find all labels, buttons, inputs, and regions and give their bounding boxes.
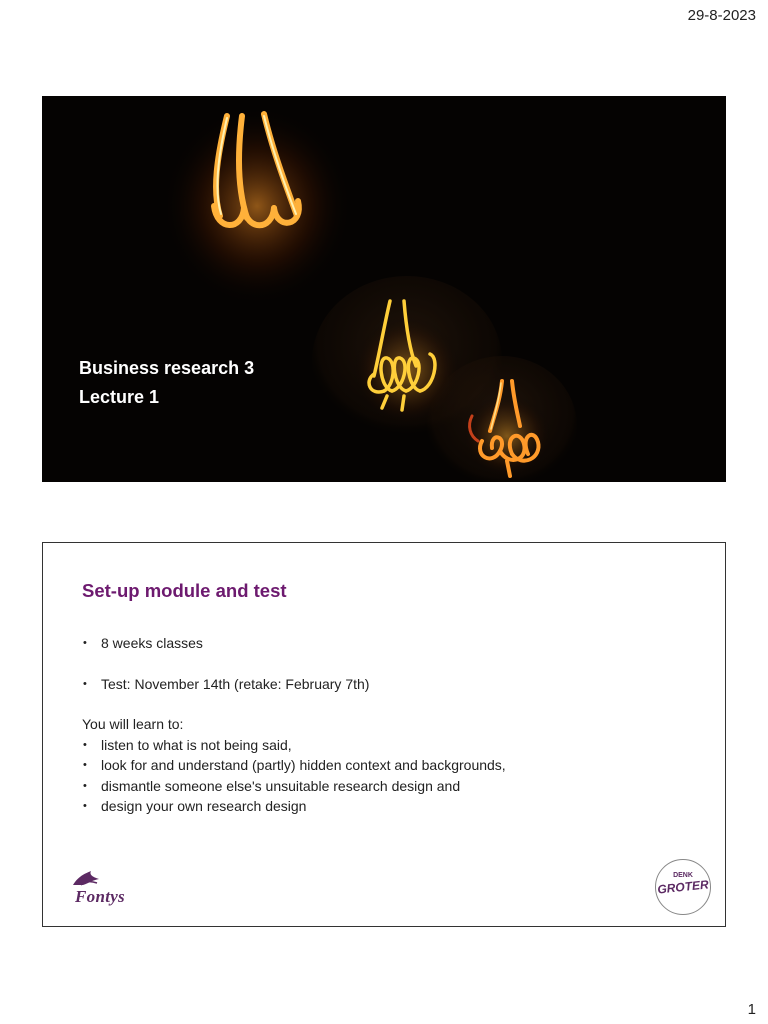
list-item: • Test: November 14th (retake: February 7th): [82, 674, 702, 695]
list-item: • listen to what is not being said,: [82, 735, 702, 756]
list-item: • design your own research design: [82, 796, 702, 817]
fontys-logo-text: Fontys: [75, 887, 125, 906]
denk-groter-logo: [655, 859, 711, 915]
page-number: 1: [747, 1001, 756, 1018]
slide-content: [82, 633, 702, 817]
page-date: 29-8-2023: [687, 7, 756, 24]
denk-logo-top: DENK: [673, 872, 693, 879]
slide-title-line2: Lecture 1: [79, 387, 160, 407]
fontys-logo: [69, 869, 135, 909]
filament-bulbs-photo: [42, 96, 726, 482]
slide-title-line1: Business research 3: [79, 358, 255, 378]
slide-heading: Set-up module and test: [82, 580, 287, 601]
list-item: • look for and understand (partly) hidden context and backgrounds,: [82, 755, 702, 776]
learn-intro: You will learn to:: [82, 716, 184, 732]
list-item: • dismantle someone else's unsuitable research design and: [82, 776, 702, 797]
denk-logo-bottom: GROTER: [656, 877, 710, 897]
list-item: • 8 weeks classes: [82, 633, 702, 654]
slide-setup: [42, 542, 726, 927]
slide-title: [42, 96, 726, 482]
